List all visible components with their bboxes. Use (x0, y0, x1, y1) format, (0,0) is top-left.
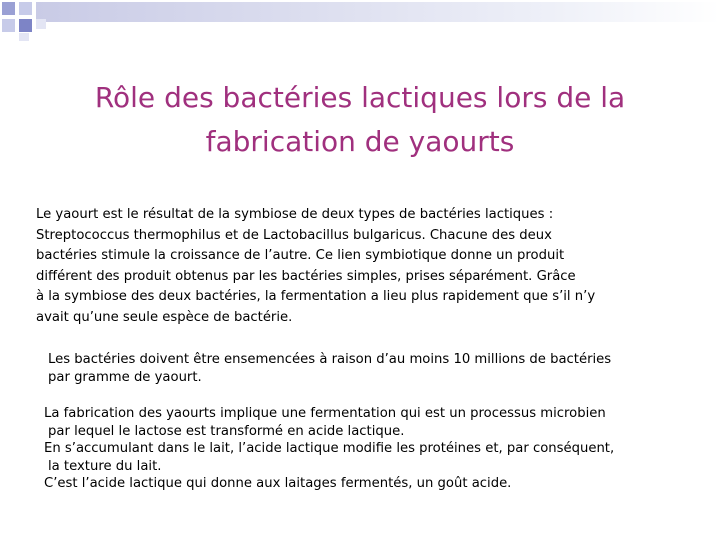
decor-square (2, 2, 15, 15)
paragraph-symbiosis (36, 205, 595, 328)
decor-square (19, 2, 32, 15)
text-line: différent des produit obtenus par les bactéries simples, prises séparément. Grâce (36, 268, 576, 284)
title-line: fabrication de yaourts (205, 125, 515, 158)
paragraph-fermentation (44, 405, 614, 493)
text-line: par gramme de yaourt. (48, 370, 202, 385)
text-line: bactéries stimule la croissance de l’autre. Ce lien symbiotique donne un produit (36, 248, 565, 263)
text-line: Les bactéries doivent être ensemencées à raison d’au moins 10 millions de bactéries (48, 352, 612, 367)
text-line: la texture du lait. (48, 458, 162, 474)
decor-square (36, 19, 46, 29)
text-line: En s’accumulant dans le lait, l’acide lactique modifie les protéines et, par conséquent, (44, 441, 615, 456)
paragraph-inoculation (48, 351, 611, 387)
title-line: Rôle des bactéries lactiques lors de la (94, 81, 626, 114)
text-line: par lequel le lactose est transformé en acide lactique. (48, 423, 405, 439)
decor-square (19, 19, 32, 32)
header-gradient-bar (36, 2, 720, 22)
text-line: C’est l’acide lactique qui donne aux laitages fermentés, un goût acide. (44, 476, 512, 491)
text-line: La fabrication des yaourts implique une fermentation qui est un processus microbien (44, 406, 606, 421)
text-line: Streptococcus thermophilus et de Lactobacillus bulgaricus. Chacune des deux (36, 227, 552, 243)
slide-decoration (0, 0, 720, 40)
decor-square (2, 19, 15, 32)
text-line: à la symbiose des deux bactéries, la fermentation a lieu plus rapidement que s’il n’y (36, 289, 596, 304)
text-line: Le yaourt est le résultat de la symbiose de deux types de bactéries lactiques : (36, 207, 554, 222)
slide-title (40, 76, 680, 164)
text-line: avait qu’une seule espèce de bactérie. (36, 309, 293, 325)
decor-square (19, 33, 29, 41)
